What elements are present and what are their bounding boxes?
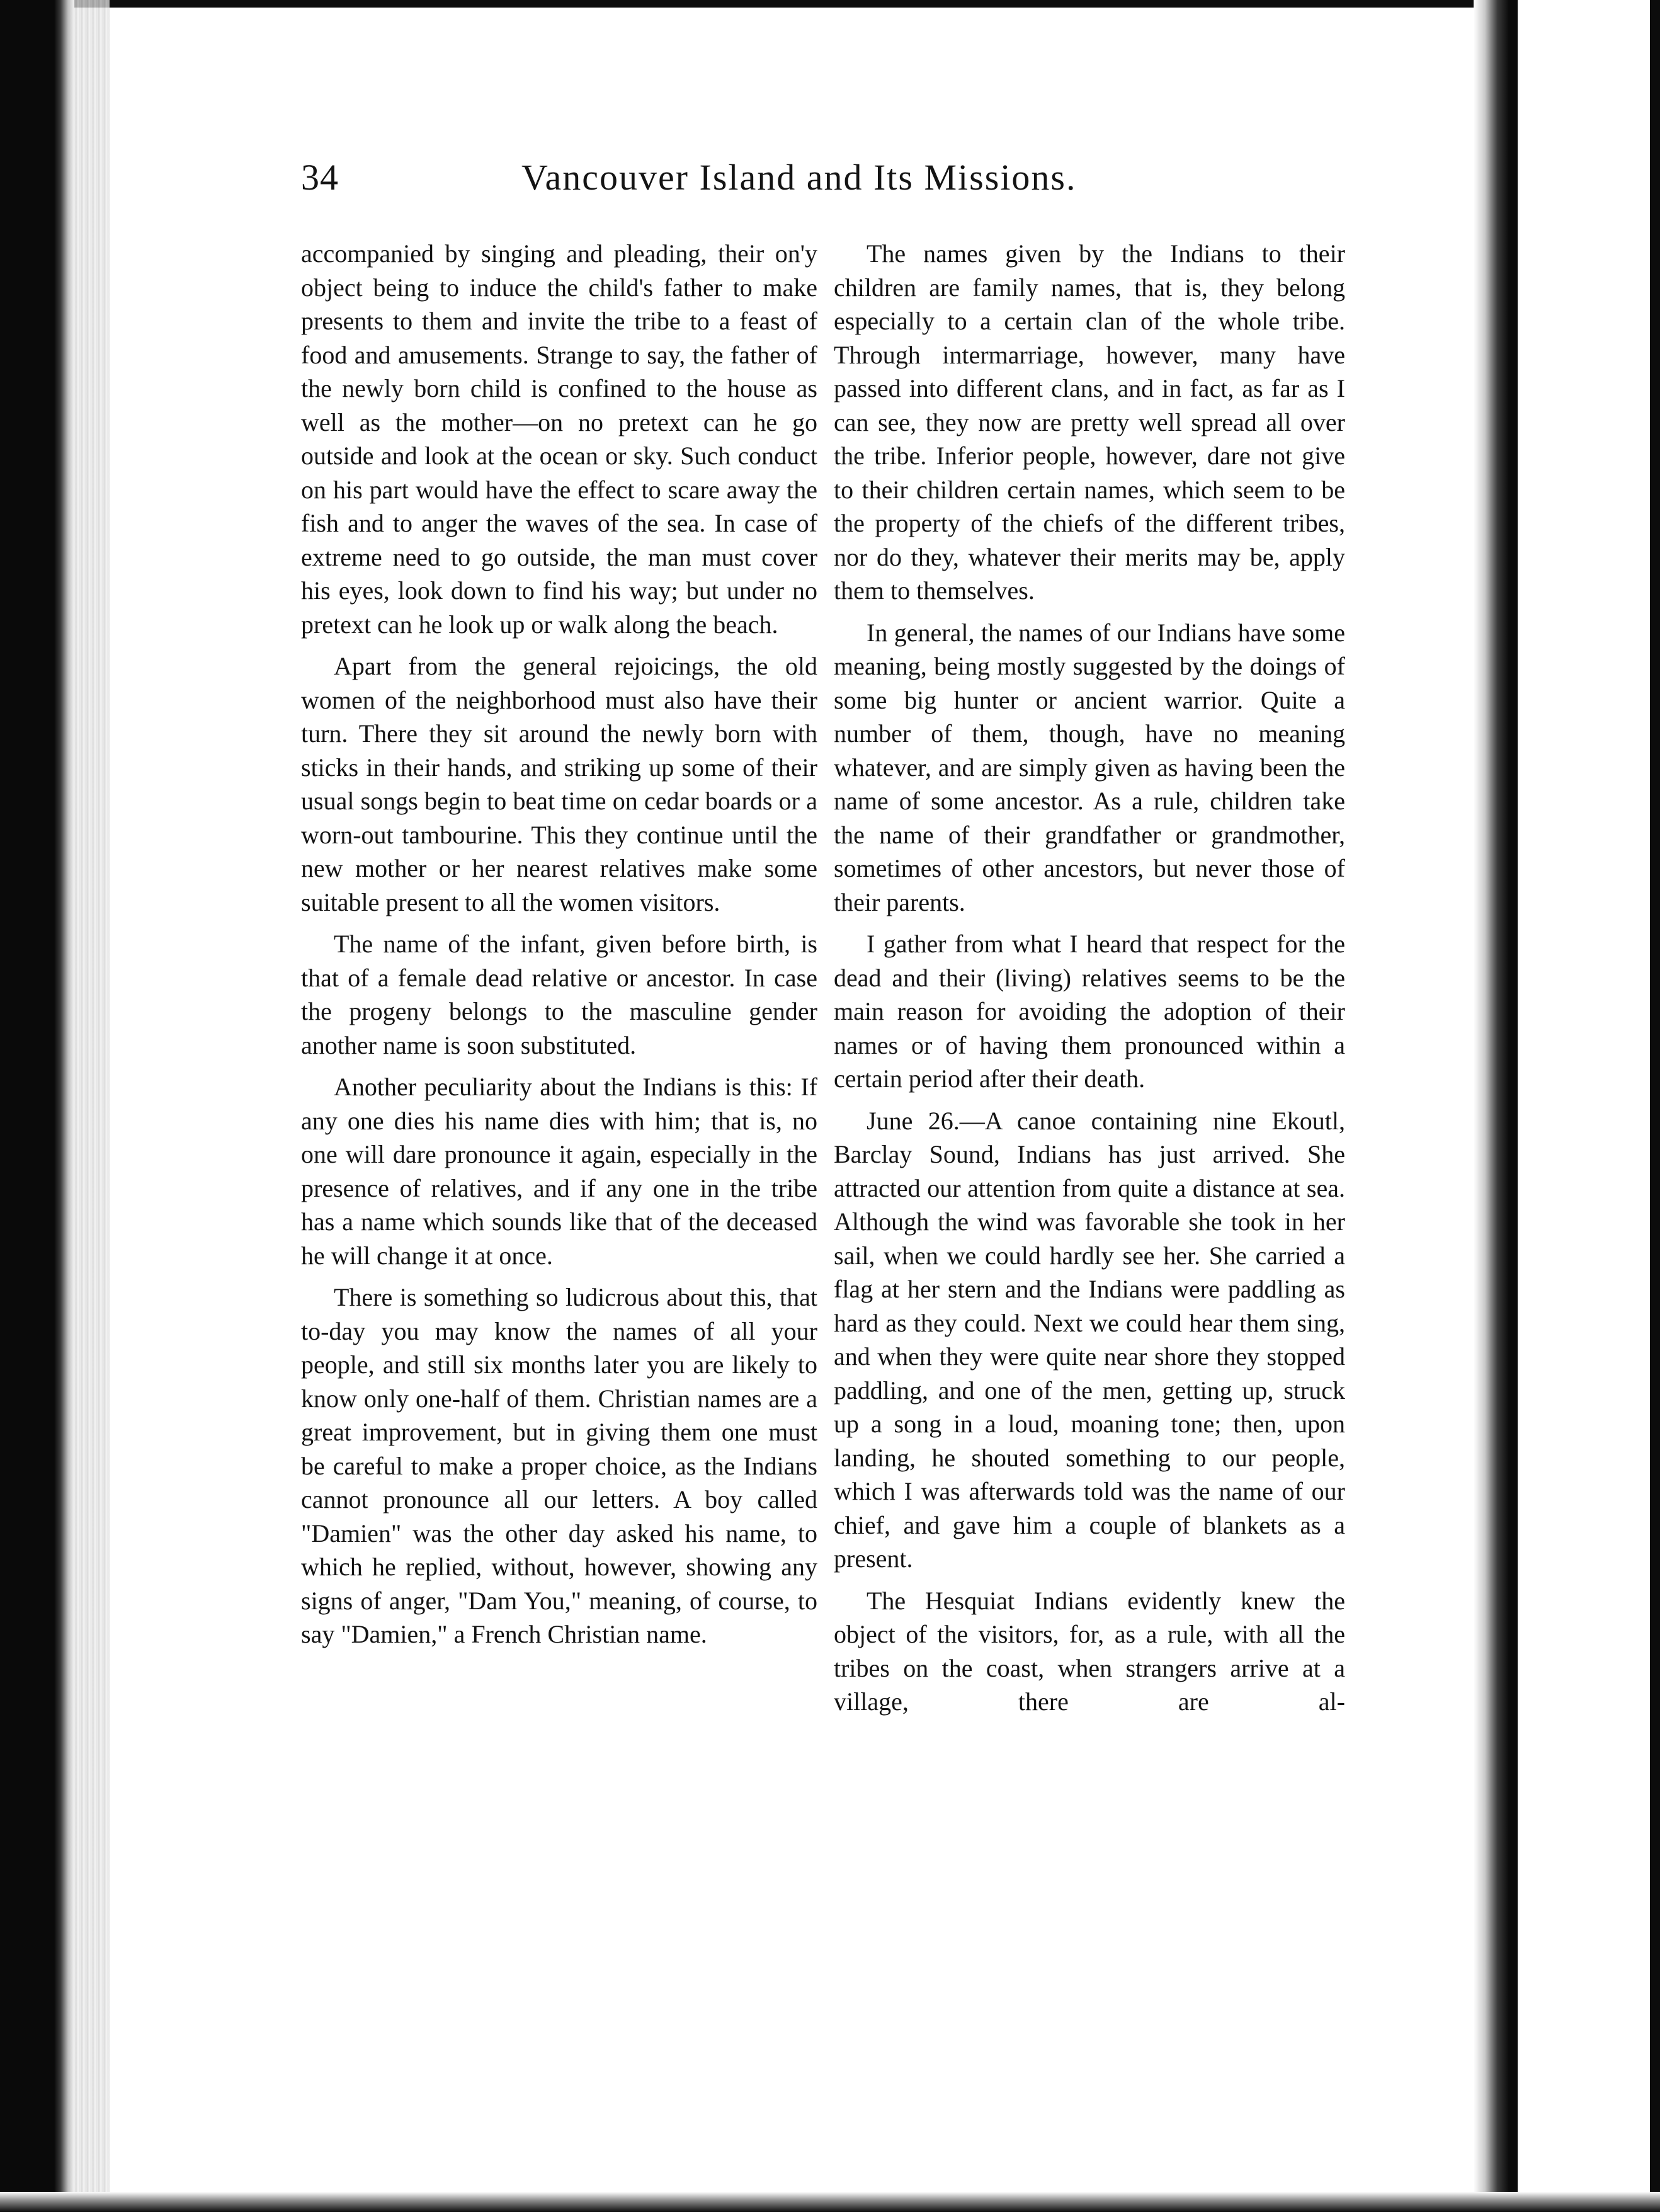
paragraph: Another peculiarity about the Indians is this: If any one dies his name dies with him; that is, no one will dare pronounce it again, especially in the presence of relatives, and if any one in the tribe has a name which sounds like that of the deceased he will change it at once. [301, 1073, 817, 1270]
paragraph: The Hesquiat Indians evidently knew the object of the visitors, for, as a rule, with all the tribes on the coast, when strangers arrive at a village, there are al- [834, 1586, 1345, 1716]
right-column [834, 237, 1345, 1727]
paragraph: In general, the names of our Indians have some meaning, being mostly suggested by the doings of some big hunter or ancient warrior. Quite a number of them, though, have no meaning whatever, and are simply given as having been the name of some ancestor. As a rule, children take the name of their grandfather or grandmother, sometimes of other ancestors, but never those of their parents. [834, 618, 1345, 916]
scan-border-left [0, 0, 74, 2212]
paragraph: Apart from the general rejoicings, the old women of the neighborhood must also have their turn. There they sit around the newly born with sticks in their hands, and striking up some of their usual songs begin to beat time on cedar boards or a worn-out tambourine. This they continue until the new mother or her nearest relatives make some suitable present to all the women visitors. [301, 652, 817, 916]
scan-border-right [1650, 0, 1660, 2212]
running-head [301, 156, 1498, 213]
paragraph: June 26.—A canoe containing nine Ekoutl, Barclay Sound, Indians has just arrived. She attracted our attention from quite a distance at sea. Although the wind was favorable she took in her sail, when we could hardly see her. She carried a flag at her stern and the Indians were paddling as hard as they could. Next we could hear them sing, and when they were quite near shore they stopped paddling, and one of the men, getting up, struck up a song in a loud, moaning tone; then, upon landing, he shouted something to our people, which I was afterwards told was the name of our chief, and gave him a couple of blankets as a present. [834, 1106, 1345, 1573]
running-title: Vancouver Island and Its Missions. [521, 157, 1077, 198]
paragraph: The name of the infant, given before birth, is that of a female dead relative or ancestor. In case the progeny belongs to the masculine gender another name is soon substituted. [301, 930, 817, 1059]
left-column [301, 237, 817, 1660]
scan-page-edges [74, 0, 110, 2212]
scan-gutter-shadow [1474, 0, 1518, 2212]
scan-facing-page-edge [1518, 0, 1660, 2212]
scan-border-bottom [0, 2192, 1660, 2212]
paragraph: I gather from what I heard that respect for the dead and their (living) relatives seems to be the main reason for avoiding the adoption of their names or of having them pronounced within a certain period after their death. [834, 930, 1345, 1093]
scan-border-top [0, 0, 1660, 8]
paragraph: accompanied by singing and pleading, their on'y object being to induce the child's father to make presents to them and invite the tribe to a feast of food and amusements. Strange to say, the father of the newly born child is confined to the house as well as the mother—on no pretext can he go outside and look at the ocean or sky. Such conduct on his part would have the effect to scare away the fish and to anger the waves of the sea. In case of extreme need to go outside, the man must cover his eyes, look down to find his way; but under no pretext can he look up or walk along the beach. [301, 239, 817, 639]
paragraph: There is something so ludicrous about this, that to-day you may know the names of all your people, and still six months later you are likely to know only one-half of them. Christian names are a great improvement, but in giving them one must be careful to make a proper choice, as the Indians cannot pronounce all our letters. A boy called "Damien" was the other day asked his name, to which he replied, without, however, showing any signs of anger, "Dam You," meaning, of course, to say "Damien," a French Christian name. [301, 1283, 817, 1648]
page-number: 34 [301, 157, 339, 198]
paragraph: The names given by the Indians to their children are family names, that is, they belong especially to a certain clan of the whole tribe. Through intermarriage, however, many have passed into different clans, and in fact, as far as I can see, they now are pretty well spread all over the tribe. Inferior people, however, dare not give to their children certain names, which seem to be the property of the chiefs of the different tribes, nor do they, whatever their merits may be, apply them to themselves. [834, 239, 1345, 605]
